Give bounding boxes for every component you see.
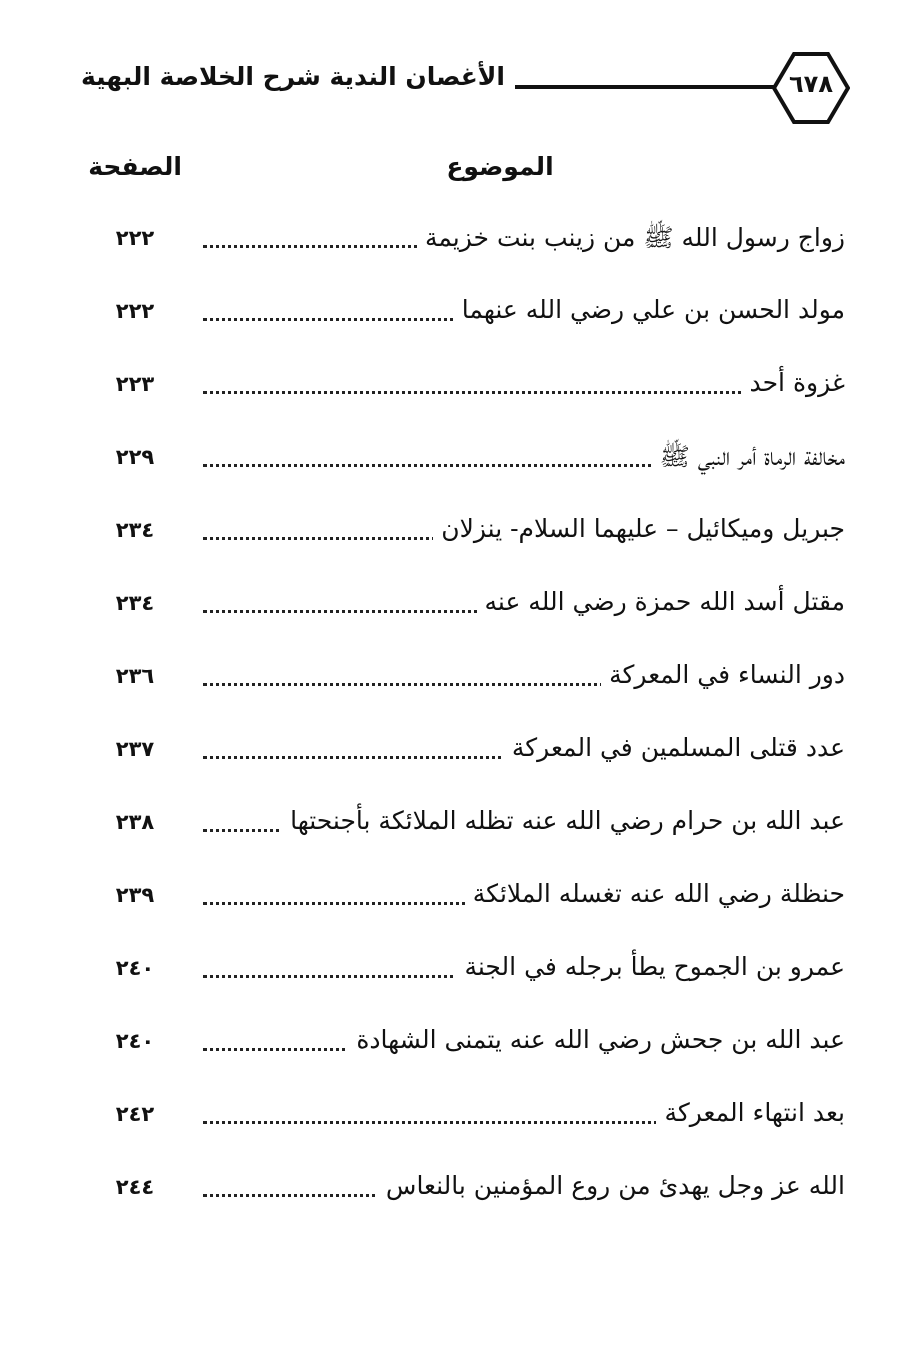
toc-entry-page: ٢٤٠ (115, 1029, 155, 1053)
toc-entry[interactable] (95, 437, 845, 510)
toc-entry-page: ٢٢٢ (115, 226, 155, 250)
toc-entry[interactable] (95, 948, 845, 1021)
toc-entry-title: غزوة أحد (741, 368, 845, 397)
toc-entry[interactable] (95, 1167, 845, 1240)
toc-entry-page: ٢٣٦ (115, 664, 155, 688)
column-header-page: الصفحة (88, 152, 182, 181)
table-of-contents (95, 218, 845, 1240)
page-header (80, 52, 850, 124)
toc-entry[interactable] (95, 364, 845, 437)
toc-entry-title: عمرو بن الجموح يطأ برجله في الجنة (456, 952, 845, 981)
toc-entry[interactable] (95, 1021, 845, 1094)
toc-entry-page: ٢٤٠ (115, 956, 155, 980)
header-rule (515, 85, 777, 89)
toc-entry-title: عدد قتلى المسلمين في المعركة (504, 733, 845, 762)
toc-entry-page: ٢٢٣ (115, 372, 155, 396)
toc-entry-title: بعد انتهاء المعركة (656, 1098, 845, 1127)
book-title: الأغصان الندية شرح الخلاصة البهية (80, 62, 505, 91)
toc-entry-page: ٢٢٩ (115, 445, 155, 469)
toc-entry-title: حنظلة رضي الله عنه تغسله الملائكة (465, 879, 845, 908)
toc-entry[interactable] (95, 291, 845, 364)
toc-entry-page: ٢٣٧ (115, 737, 155, 761)
toc-entry[interactable] (95, 875, 845, 948)
column-header-topic: الموضوع (446, 152, 554, 181)
toc-entry[interactable] (95, 1094, 845, 1167)
toc-entry[interactable] (95, 656, 845, 729)
toc-entry-page: ٢٣٤ (115, 518, 155, 542)
page-number: ٦٧٨ (789, 70, 833, 98)
toc-entry-title: جبريل وميكائيل – عليهما السلام- ينزلان (433, 514, 845, 543)
toc-entry[interactable] (95, 802, 845, 875)
toc-entry-page: ٢٣٨ (115, 810, 155, 834)
toc-entry-page: ٢٤٢ (115, 1102, 155, 1126)
toc-entry[interactable] (95, 583, 845, 656)
toc-entry[interactable] (95, 218, 845, 291)
toc-entry-page: ٢٣٤ (115, 591, 155, 615)
toc-entry-title: الله عز وجل يهدئ من روع المؤمنين بالنعاس (378, 1171, 845, 1200)
toc-entry-page: ٢٢٢ (115, 299, 155, 323)
toc-entry-page: ٢٤٤ (115, 1175, 155, 1199)
toc-entry-title: مقتل أسد الله حمزة رضي الله عنه (477, 587, 846, 616)
toc-entry-title: عبد الله بن حرام رضي الله عنه تظله الملائكة بأجنحتها (282, 806, 845, 835)
toc-entry-title: عبد الله بن جحش رضي الله عنه يتمنى الشهادة (348, 1025, 845, 1054)
toc-entry-title: مخالفة الرماة أمر النبي ﷺ (652, 441, 845, 478)
toc-entry-title: مولد الحسن بن علي رضي الله عنهما (454, 295, 845, 324)
toc-entry[interactable] (95, 729, 845, 802)
toc-entry-page: ٢٣٩ (115, 883, 155, 907)
toc-entry-title: دور النساء في المعركة (601, 660, 845, 689)
page-number-badge (772, 52, 850, 124)
toc-entry[interactable] (95, 510, 845, 583)
toc-entry-title: زواج رسول الله ﷺ من زينب بنت خزيمة (417, 222, 845, 259)
